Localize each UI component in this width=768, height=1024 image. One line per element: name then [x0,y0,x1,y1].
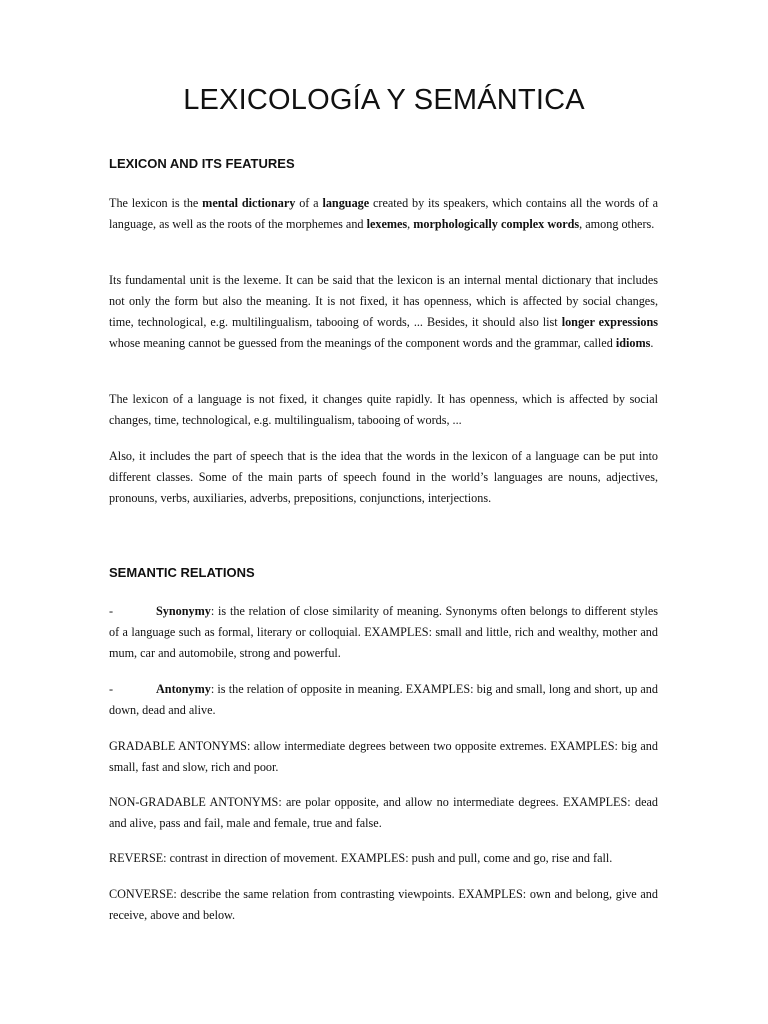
list-dash: - [109,682,114,696]
paragraph-non-gradable-antonyms: NON-GRADABLE ANTONYMS: are polar opposite, and allow no intermediate degrees. EXAMPLES: dead and alive, pass and fail, male and female, true and false. [109,795,658,830]
paragraph-lexicon-openness: The lexicon of a language is not fixed, it changes quite rapidly. It has openness, which is affected by social changes, time, technological, e.g. multilingualism, tabooing of words, ... [109,392,658,427]
paragraph-lexeme-unit: Its fundamental unit is the lexeme. It can be said that the lexicon is an internal mental dictionary that includes not only the form but also the meaning. It is not fixed, it has openness, which is affected by social changes, time, technological, e.g. multilingualism, tabooing of words, ... Besides, it should also list longer expressions whose meaning cannot be guessed from the meanings of the component words and the grammar, called idioms. [109,273,658,350]
paragraph-parts-of-speech: Also, it includes the part of speech that is the idea that the words in the lexicon of a language can be put into different classes. Some of the main parts of speech found in the world’s languages are nouns, adjectives, pronouns, verbs, auxiliaries, adverbs, prepositions, conjunctions, interjections. [109,449,658,505]
list-dash: - [109,604,114,618]
section-heading-semantic-relations: SEMANTIC RELATIONS [109,565,255,580]
paragraph-lexicon-definition: The lexicon is the mental dictionary of a language created by its speakers, which contains all the words of a language, as well as the roots of the morphemes and lexemes, morphologically complex words, among others. [109,196,659,231]
section-heading-lexicon: LEXICON AND ITS FEATURES [109,156,295,171]
document-title: LEXICOLOGÍA Y SEMÁNTICA [183,84,585,116]
paragraph-gradable-antonyms: GRADABLE ANTONYMS: allow intermediate degrees between two opposite extremes. EXAMPLES: big and small, fast and slow, rich and poor. [109,739,658,774]
paragraph-antonymy: - Antonymy: is the relation of opposite in meaning. EXAMPLES: big and small, long and short, up and down, dead and alive. [109,679,658,721]
paragraph-converse: CONVERSE: describe the same relation from contrasting viewpoints. EXAMPLES: own and belong, give and receive, above and below. [109,887,658,922]
paragraph-synonymy: - Synonymy: is the relation of close similarity of meaning. Synonyms often belongs to different styles of a language such as formal, literary or colloquial. EXAMPLES: small and little, rich and wealthy, mother and mum, car and automobile, strong and powerful. [109,601,658,664]
paragraph-reverse: REVERSE: contrast in direction of movement. EXAMPLES: push and pull, come and go, rise and fall. [109,851,613,865]
